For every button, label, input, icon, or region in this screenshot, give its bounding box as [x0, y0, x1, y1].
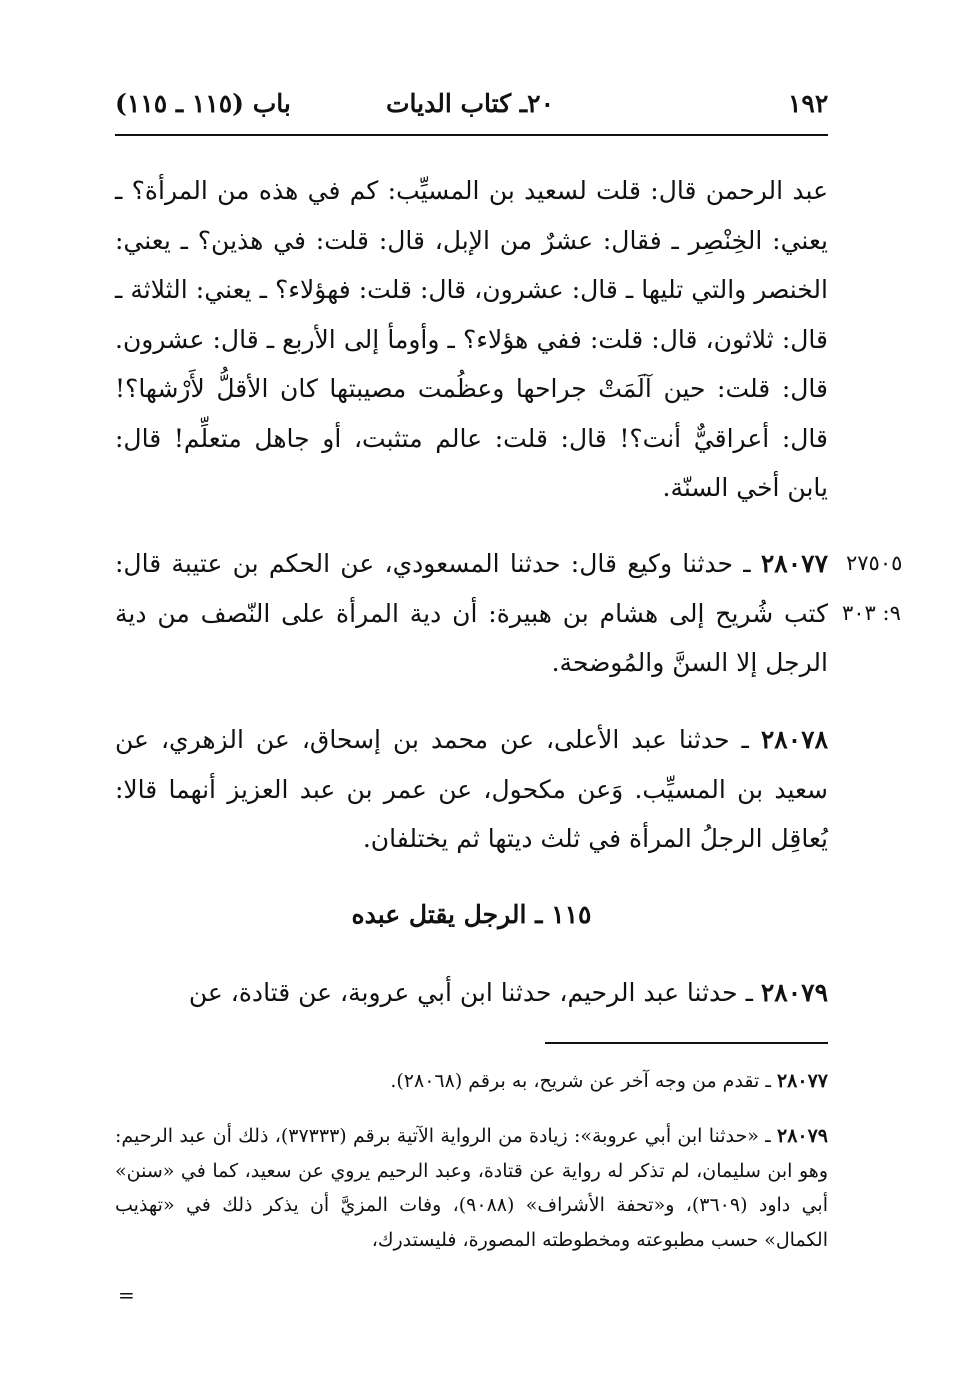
- hadith-28079: [115, 968, 828, 1018]
- chapter-range: باب (١١٥ ـ ١١٥): [115, 89, 291, 118]
- footnote-number: ٢٨٠٧٩: [776, 1125, 829, 1147]
- section-heading: ١١٥ ـ الرجل يقتل عبده: [351, 900, 592, 929]
- hadith-number: ٢٨٠٧٩: [760, 978, 828, 1007]
- paragraph-continuation: [115, 166, 828, 513]
- footnote-text: ـ «حدثنا ابن أبي عروبة»: زيادة من الرواية الآتية برقم (٣٧٣٣٣)، ذلك أن عبد الرحيم: وهو ابن سليمان، لم تذكر له رواية عن قتادة، وعبد الرحيم يروي عن سعيد، كما في «سنن» أبي داود (٣٦٠٩)، و«تحفة الأشراف» (٩٠٨٨)، وفات المزيَّ أن يذكر ذلك في «تهذيب الكمال» حسب مطبوعته ومخطوطته المصورة، فليستدرك،: [115, 1125, 828, 1251]
- header-rule: [115, 134, 828, 136]
- footnote-28077: [115, 1064, 828, 1099]
- footnote-rule: [545, 1042, 828, 1044]
- hadith-28078: [115, 715, 828, 864]
- hadith-text: ـ حدثنا عبد الأعلى، عن محمد بن إسحاق، عن الزهري، عن سعيد بن المسيِّب. وَعن مكحول، عن عمر بن عبد العزيز أنهما قالا: يُعاقِل الرجلُ المرأة في ثلث ديتها ثم يختلفان.: [115, 725, 828, 853]
- continuation-mark: =: [118, 1283, 135, 1307]
- book-title: ٢٠ـ كتاب الديات: [386, 89, 554, 118]
- hadith-text: ـ حدثنا وكيع قال: حدثنا المسعودي، عن الحكم بن عتيبة قال: كتب شُريح إلى هشام بن هبيرة: أن دية المرأة على النّصف من دية الرجل إلا السنَّ والمُوضحة.: [115, 549, 828, 677]
- hadith-text: ـ حدثنا عبد الرحيم، حدثنا ابن أبي عروبة، عن قتادة، عن: [188, 978, 761, 1007]
- footnote-text: ـ تقدم من وجه آخر عن شريح، به برقم (٢٨٠٦٨).: [390, 1070, 777, 1092]
- page-number: ١٩٢: [788, 89, 829, 118]
- hadith-28077: [115, 539, 828, 688]
- margin-ref-number: ٢٧٥٠٥: [846, 551, 903, 575]
- footnote-28079: [115, 1119, 828, 1257]
- hadith-number: ٢٨٠٧٨: [760, 725, 828, 754]
- margin-ref-volume-page: ٩: ٣٠٣: [842, 601, 901, 625]
- paragraph-text: عبد الرحمن قال: قلت لسعيد بن المسيِّب: كم في هذه من المرأة؟ ـ يعني: الخِنْصِر ـ فقال: عشرٌ من الإبل، قال: قلت: في هذين؟ ـ يعني: الخنصر والتي تليها ـ قال: عشرون، قال: قلت: فهؤلاء؟ ـ يعني: الثلاثة ـ قال: ثلاثون، قال: قلت: ففي هؤلاء؟ ـ وأومأ إلى الأربع ـ قال: عشرون. قال: قلت: حين آلَمَتْ جراحها وعظُمت مصيبتها كان الأقلُّ لأَرْشها؟! قال: أعراقيٌّ أنت؟! قال: قلت: عالم متثبت، أو جاهل متعلِّم! قال: يابن أخي السنّة.: [115, 176, 828, 502]
- footnote-number: ٢٨٠٧٧: [776, 1070, 828, 1092]
- hadith-number: ٢٨٠٧٧: [760, 549, 828, 578]
